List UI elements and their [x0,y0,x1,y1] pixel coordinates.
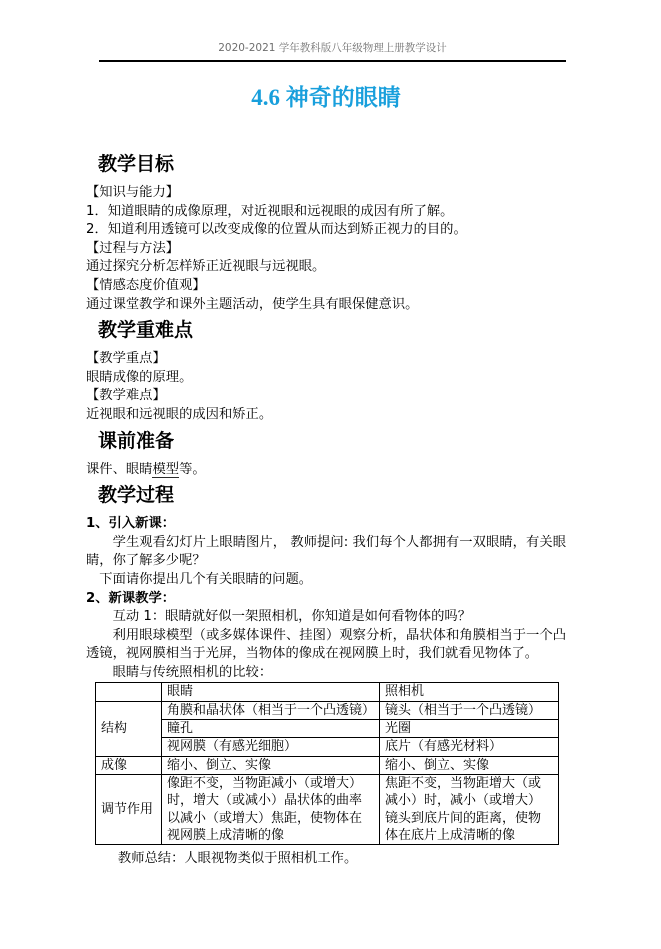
table-label-adjustment: 调节作用 [96,774,162,844]
preparation-text-before: 课件、眼睛 [86,461,153,477]
preparation-text [86,461,566,480]
table-cell-eye-lens: 角膜和晶状体（相当于一个凸透镜） [162,701,380,719]
table-cell-eye-pupil: 瞳孔 [162,720,380,738]
page-title: 4.6 神奇的眼睛 [251,85,401,110]
section-heading-preparation: 课前准备 [98,429,175,452]
table-cell-camera-film: 底片（有感光材料） [380,738,559,756]
table-row [96,774,559,844]
step1-paragraph-1: 学生观看幻灯片上眼睛图片， 教师提问: 我们每个人都拥有一双眼睛，有关眼睛，你了解多少呢？ [86,534,566,569]
comparison-table [95,682,559,845]
preparation-text-underlined: 模型 [152,461,180,477]
label-emotion-values: 【情感态度价值观】 [86,277,206,293]
teaching-difficulty-text: 近视眼和远视眼的成因和矫正。 [86,406,273,422]
objective-item-2: 2．知道利用透镜可以改变成像的位置从而达到矫正视力的目的。 [86,222,467,238]
step2-paragraph-2: 利用眼球模型（或多媒体课件、挂图）观察分析，晶状体和角膜相当于一个凸透镜，视网膜相当于光屏，当物体的像成在视网膜上时，我们就看见物体了。 [86,627,566,662]
step1-title: 1、引入新课： [86,516,176,532]
step2-paragraph-1: 互动 1：眼睛就好似一架照相机，你知道是如何看物体的吗？ [112,609,471,625]
preparation-text-after: 等。 [179,461,206,477]
table-header-camera: 照相机 [380,683,559,701]
label-knowledge-ability: 【知识与能力】 [86,185,180,200]
step1-paragraph-2: 下面请你提出几个有关眼睛的问题。 [99,571,313,587]
section-heading-key-points: 教学重难点 [98,319,194,342]
emotion-values-text: 通过课堂教学和课外主题活动，使学生具有眼保健意识。 [86,296,419,312]
table-row [96,701,559,719]
table-cell-camera-aperture: 光圈 [380,720,559,738]
table-cell-camera-lens: 镜头（相当于一个凸透镜） [380,701,559,719]
running-header: 2020-2021 学年教科版八年级物理上册教学设计 [99,42,566,62]
table-cell-eye-adjustment: 像距不变，当物距减小（或增大）时，增大（或减小）晶状体的曲率以减小（或增大）焦距，使物体在视网膜上成清晰的像 [162,774,380,844]
table-cell-camera-adjustment: 焦距不变，当物距增大（或减小）时，减小（或增大）镜头到底片间的距离，使物体在底片上成清晰的像 [380,774,559,844]
table-label-structure: 结构 [96,701,162,756]
objective-item-1: 1．知道眼睛的成像原理，对近视眼和远视眼的成因有所了解。 [86,203,454,219]
step2-title: 2、新课教学： [86,590,176,606]
table-header-empty [96,683,162,701]
bottom-whitespace [86,869,566,949]
process-method-text: 通过探究分析怎样矫正近视眼与远视眼。 [86,259,326,275]
section-heading-objectives: 教学目标 [98,153,175,175]
table-row [96,738,559,756]
table-cell-eye-retina: 视网膜（有感光细胞） [162,738,380,756]
section-heading-process: 教学过程 [98,484,175,507]
label-process-method: 【过程与方法】 [86,240,180,256]
table-row [96,756,559,774]
table-label-imaging: 成像 [96,756,162,774]
step2-paragraph-3: 眼睛与传统照相机的比较： [112,664,273,680]
label-teaching-difficulty: 【教学难点】 [86,388,166,404]
label-teaching-focus: 【教学重点】 [86,351,166,367]
teaching-focus-text: 眼睛成像的原理。 [86,369,193,385]
table-cell-camera-image: 缩小、倒立、实像 [380,756,559,774]
teacher-summary: 教师总结：人眼视物类似于照相机工作。 [117,851,358,867]
table-cell-eye-image: 缩小、倒立、实像 [162,756,380,774]
table-row [96,720,559,738]
table-header-row [96,683,559,701]
table-header-eye: 眼睛 [162,683,380,701]
